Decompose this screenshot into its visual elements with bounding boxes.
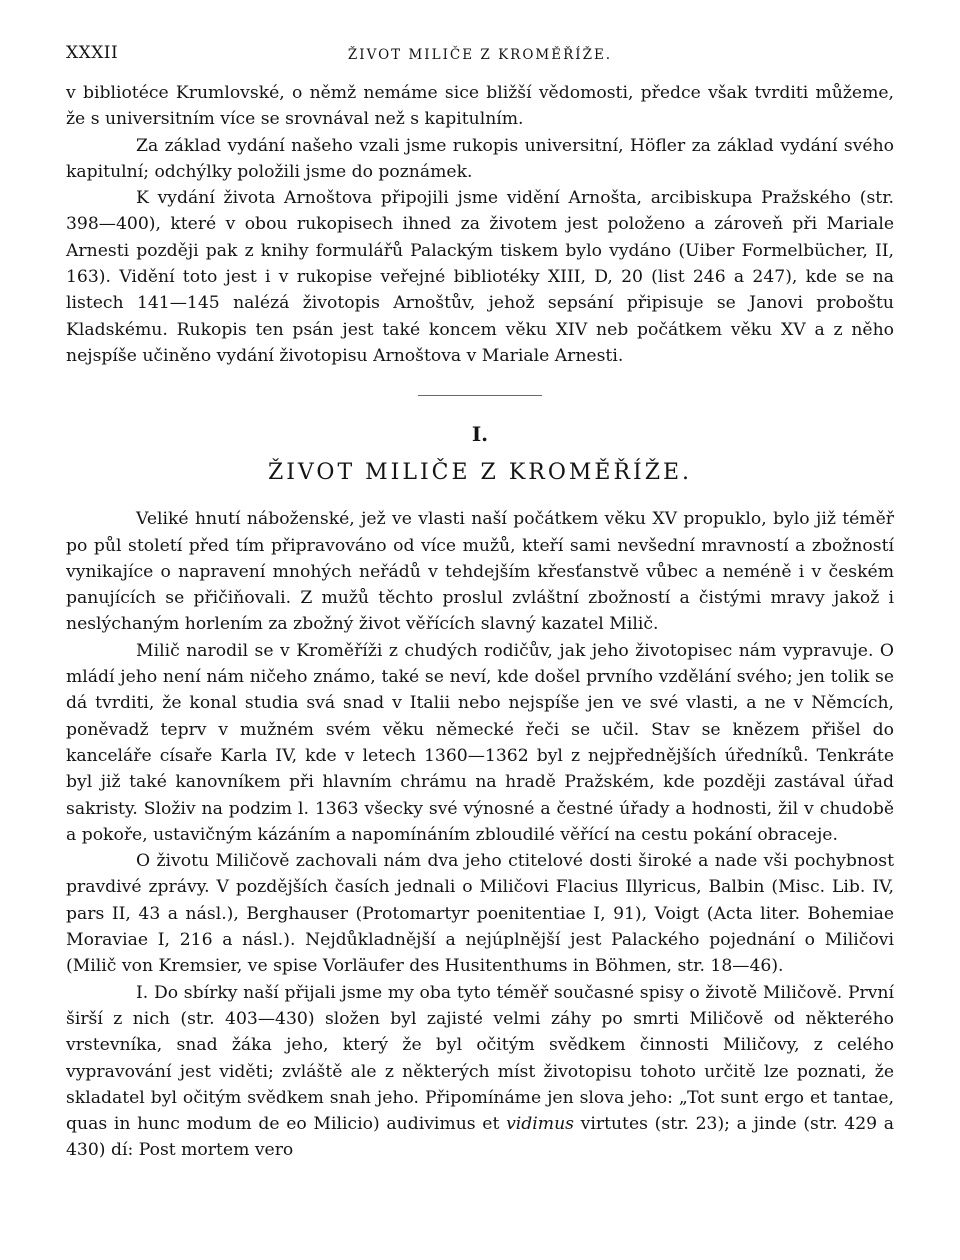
paragraph: Veliké hnutí náboženské, jež ve vlasti naší počátkem věku XV propuklo, bylo již téměř po půl století před tím připravováno od více mužů, kteří sami nevšední mravností a zbožností vynikajíce o napravení mnohých neřádů v tehdejším křesťanstvě vůbec a neméně i v českém panujících se přičiňovali. Z mužů těchto proslul zvláštní zbožností a čistými mravy jakož i neslýchaným horlením za zbožný život věřících slavný kazatel Milič.: [66, 509, 894, 635]
chapter-title: ŽIVOT MILIČE Z KROMĚŘÍŽE.: [267, 460, 693, 486]
paragraph-continuation: v bibliotéce Krumlovské, o němž nemáme sice bližší vědomosti, předce však tvrditi můžeme, že s universitním více se srovnával než s kapitulním.: [66, 83, 894, 130]
chapter-number: I.: [471, 422, 489, 447]
chapter-body: [66, 506, 894, 1163]
italic-word: vidimus: [506, 1114, 574, 1135]
text-run: virtutes (str. 23); a jinde (str. 429 a 430) dí: Post mortem vero: [66, 1114, 895, 1161]
introduction-text: [66, 80, 894, 369]
paragraph: Za základ vydání našeho vzali jsme rukopis universitní, Höfler za základ vydání svého kapitulní; odchýlky položili jsme do poznámek.: [66, 135, 894, 182]
text-run: I. Do sbírky naší přijali jsme my oba tyto téměř současné spisy o životě Miličově. První širší z nich (str. 403—430) složen byl zajisté velmi záhy po smrti Miličově od některého vrstevníka, snad žáka jeho, který že byl očitým svědkem činnosti Miličovy, z celého vypravování jest viděti; zvláště ale z některých míst životopisu tohoto určitě lze poznati, že skladatel byl očitým svědkem snah jeho. Připomínáme jen slova jeho: „Tot sunt ergo et tantae, quas in hunc modum de eo Milicio) audivimus et: [66, 982, 894, 1135]
running-head: [66, 40, 894, 64]
paragraph: K vydání života Arnoštova připojili jsme vidění Arnošta, arcibiskupa Pražského (str. 398—400), které v obou rukopisech ihned za životem jest položeno a zároveň při Mariale Arnesti později pak z knihy formulářů Palackým tiskem bylo vydáno (Uiber Formelbücher, II, 163). Vidění toto jest i v rukopise veřejné bibliotéky XIII, D, 20 (list 246 a 247), kde se na listech 141—145 nalézá životopis Arnoštův, jehož sepsání připisuje se Janovi proboštu Kladskému. Rukopis ten psán jest také koncem věku XIV neb počátkem věku XV a z něho nejspíše učiněno vydání životopisu Arnoštova v Mariale Arnesti.: [66, 188, 894, 366]
paragraph: Milič narodil se v Kroměříži z chudých rodičův, jak jeho životopisec nám vypravuje. O mládí jeho není nám ničeho známo, také se neví, kde došel prvního vzdělání svého; jen tolik se dá tvrditi, že konal studia svá snad v Italii nebo nejspíše jen ve své vlasti, a ne v Němcích, poněvadž teprv v mužném svém věku německé řeči se učil. Stav se knězem přišel do kanceláře císaře Karla IV, kde v letech 1360—1362 byl z nejpřednějších úředníků. Tenkráte byl již také kanovníkem při hlavním chrámu na hradě Pražském, kde později zastával úřad sakristy. Složiv na podzim l. 1363 všecky své výnosné a čestné úřady a hodnosti, žil v chudobě a pokoře, ustavičným kázáním a napomínáním zbloudilé věřící na cestu pokání obraceje.: [66, 640, 894, 845]
book-page: [66, 40, 894, 1240]
running-title: ŽIVOT MILIČE Z KROMĚŘÍŽE.: [347, 47, 613, 63]
section-divider: [418, 395, 542, 396]
paragraph: O životu Miličově zachovali nám dva jeho ctitelové dosti široké a nade vši pochybnost pravdivé zprávy. V pozdějších časích jednali o Miličovi Flacius Illyricus, Balbin (Misc. Lib. IV, pars II, 43 a násl.), Berghauser (Protomartyr poenitentiae I, 91), Voigt (Acta liter. Bohemiae Moraviae I, 216 a násl.). Nejdůkladnější a nejúplnější jest Palackého pojednání o Miličovi (Milič von Kremsier, ve spise Vorläufer des Husitenthums in Böhmen, str. 18—46).: [66, 851, 894, 977]
page-number: XXXII: [66, 43, 119, 63]
paragraph-last: [66, 980, 894, 1164]
